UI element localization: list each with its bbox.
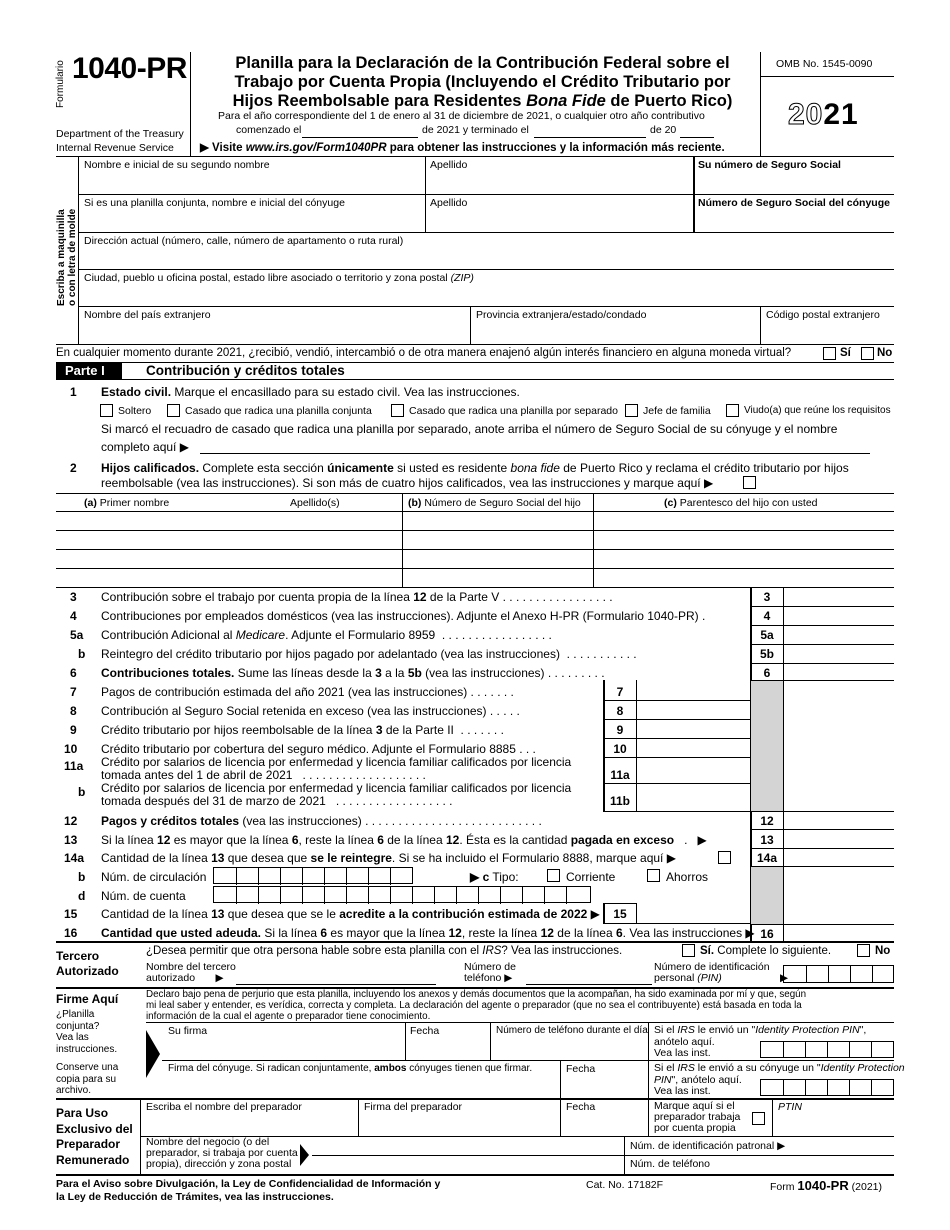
designee-name-label: Nombre del tercero autorizado ▶ [146, 961, 236, 984]
line2-number: 2 [70, 461, 77, 475]
line15-box[interactable]: 15 [613, 907, 627, 921]
daytime-phone-field[interactable]: Número de teléfono durante el día [496, 1025, 648, 1036]
line3-box[interactable]: 3 [763, 590, 771, 604]
line8-number: 8 [70, 704, 77, 718]
first-name-field[interactable]: Nombre e inicial de su segundo nombre [84, 159, 270, 171]
line5b-number: b [78, 647, 86, 661]
third-party-yes-label: Sí. Complete lo siguiente. [700, 945, 832, 957]
line4-text: Contribuciones por empleados domésticos (vea las instrucciones). Adjunte el Anexo H-PR (Formulario 1040-PR) . [101, 609, 706, 623]
footer-form-id: Form 1040-PR (2021) [770, 1178, 883, 1193]
line14a-number: 14a [64, 851, 85, 865]
line10-text: Crédito tributario por cobertura del seguro médico. Adjunte el Formulario 8885 . . . [101, 742, 536, 756]
crypto-no-checkbox[interactable] [861, 347, 874, 360]
privacy-notice: Para el Aviso sobre Divulgación, la Ley de Confidencialidad de Información y la Ley de Reducción de Trámites, vea las instrucciones. [56, 1178, 441, 1203]
city-field[interactable]: Ciudad, pueblo u oficina postal, estado libre asociado o territorio y zona postal (ZIP) [84, 272, 474, 284]
line5a-text: Contribución Adicional al Medicare. Adjunte el Formulario 8959 . . . . . . . . . . . . . . . . . [101, 628, 552, 642]
tax-year: 2021 [788, 98, 859, 131]
col-b-header: (b) Número de Seguro Social del hijo [408, 497, 581, 509]
last-name-field[interactable]: Apellido [430, 159, 468, 171]
period-mid-label: de 2021 y terminado el [422, 124, 529, 136]
line7-text: Pagos de contribución estimada del año 2021 (vea las instrucciones) . . . . . . . [101, 685, 514, 699]
line2-text2: reembolsable (vea las instrucciones). Si son más de cuatro hijos calificados, vea las instrucciones y marque aquí ▶ [101, 476, 714, 490]
irs-name: Internal Revenue Service [56, 142, 174, 154]
form8888-checkbox[interactable] [718, 851, 731, 864]
form-title: Planilla para la Declaración de la Contribución Federal sobre el Trabajo por Cuenta Propia (Incluyendo el Crédito Tributario por Hijos Reembolsable para Residentes Bona Fide de Puerto Rico) [232, 54, 733, 110]
line14b-number: b [78, 870, 86, 884]
line12-text: Pagos y créditos totales (vea las instrucciones) . . . . . . . . . . . . . . . . . . . . . . . . . . . [101, 814, 542, 828]
more-children-checkbox[interactable] [743, 476, 756, 489]
preparer-name-field[interactable]: Escriba el nombre del preparador [146, 1101, 302, 1113]
spouse-date-field[interactable]: Fecha [566, 1063, 596, 1075]
third-party-no-checkbox[interactable] [857, 944, 870, 957]
line1-text: Estado civil. Marque el encasillado para su estado civil. Vea las instrucciones. [101, 385, 520, 399]
your-signature-field[interactable]: Su firma [168, 1025, 208, 1037]
cat-number: Cat. No. 17182F [586, 1179, 664, 1191]
line13-text: Si la línea 12 es mayor que la línea 6, reste la línea 6 de la línea 12. Ésta es la cantidad pagada en exceso . ▶ [101, 833, 707, 847]
status-widow-label: Viudo(a) que reúne los requisitos [744, 405, 891, 416]
sign-arrow-icon [146, 1022, 162, 1086]
ssn-field[interactable]: Su número de Seguro Social [698, 159, 841, 171]
line6-number: 6 [70, 666, 77, 680]
preparer-title: Para Uso Exclusivo del Preparador Remunerado [56, 1106, 133, 1167]
status-joint-label: Casado que radica una planilla conjunta [185, 405, 372, 417]
line1-number: 1 [70, 385, 77, 399]
checking-label: Corriente [566, 870, 616, 884]
line13-number: 13 [64, 833, 78, 847]
crypto-no-label: No [877, 347, 893, 359]
sign-here-title: Firme Aquí [56, 992, 119, 1006]
firm-name-input[interactable] [312, 1155, 624, 1156]
sign-date-field[interactable]: Fecha [410, 1025, 440, 1037]
line11b-number: b [78, 785, 86, 799]
line11a-text: Crédito por salarios de licencia por enfermedad y licencia familiar calificados por licencia tomada antes del 1 de abril de 2021 . . . . . . . . . . . . . . . . . . . [101, 755, 572, 782]
line10-number: 10 [64, 742, 78, 756]
province-field[interactable]: Provincia extranjera/estado/condado [476, 309, 647, 321]
col-a2-header: Apellido(s) [290, 497, 340, 509]
crypto-yes-checkbox[interactable] [823, 347, 836, 360]
ippin-label: Si el IRS le envió un "Identity Protection PIN", anótelo aquí. Vea las inst. [654, 1024, 867, 1059]
firm-phone-field[interactable]: Núm. de teléfono [630, 1158, 710, 1170]
line5b-box[interactable]: 5b [759, 647, 774, 661]
line4-box[interactable]: 4 [763, 609, 771, 623]
firm-arrow-icon [300, 1140, 312, 1170]
spouse-ippin-label: Si el IRS le envió a su cónyuge un "Identity Protection PIN", anótelo aquí. Vea las inst. [654, 1062, 905, 1097]
designee-pin-input[interactable] [783, 965, 894, 983]
line14a-text: Cantidad de la línea 13 que desea que se le reintegre. Si se ha incluido el Formulario 8888, marque aquí ▶ [101, 851, 676, 865]
col-c-header: (c) Parentesco del hijo con usted [664, 497, 818, 509]
col-a-header: (a) Primer nombre [84, 497, 170, 509]
visit-line: ▶ Visite www.irs.gov/Form1040PR para obtener las instrucciones y la información más reciente. [200, 142, 725, 154]
preparer-signature-field[interactable]: Firma del preparador [364, 1101, 463, 1113]
spouse-last-name-field[interactable]: Apellido [430, 197, 468, 209]
line12-box[interactable]: 12 [760, 814, 774, 828]
form-number: 1040-PR [72, 52, 187, 85]
part1-tag: Parte I [56, 363, 122, 379]
sign-side-note: ¿Planilla conjunta? Vea las instrucciones. [56, 1009, 118, 1055]
line9-number: 9 [70, 723, 77, 737]
ptin-field[interactable]: PTIN [778, 1101, 802, 1113]
period-line: Para el año correspondiente del 1 de enero al 31 de diciembre de 2021, o cualquier otro año contributivo [218, 110, 705, 122]
routing-number-input[interactable] [213, 867, 413, 884]
line6-box[interactable]: 6 [763, 666, 771, 680]
status-single-checkbox[interactable] [100, 404, 113, 417]
line11b-text: Crédito por salarios de licencia por enfermedad y licencia familiar calificados por licencia tomada después del 31 de marzo de 2021 . . . . . . . . . . . . . . . . . . [101, 781, 572, 808]
line7-number: 7 [70, 685, 77, 699]
designee-phone-input[interactable] [526, 984, 652, 985]
line8-box[interactable]: 8 [616, 704, 624, 718]
savings-checkbox[interactable] [647, 869, 660, 882]
side-label: Escriba a maquinilla o con letra de molde [56, 208, 78, 306]
declaration-text: Declaro bajo pena de perjurio que esta planilla, incluyendo los anexos y demás documentos que la acompañan, ha sido examinada por mí y que, según mi leal saber y entender, es verídica, correcta y completa. La declaración del agente o preparador (que no sea el contribuyente) está basada en toda la información de la cual el agente o preparador tiene conocimiento. [146, 989, 807, 1022]
crypto-yes-label: Sí [840, 347, 851, 359]
country-field[interactable]: Nombre del país extranjero [84, 309, 211, 321]
status-head-checkbox[interactable] [625, 404, 638, 417]
account-type-label: ▶ c Tipo: [470, 870, 519, 884]
line5b-text: Reintegro del crédito tributario por hijos pagado por adelantado (vea las instrucciones) . . . . . . . . . . . [101, 647, 637, 661]
third-party-no-label: No [875, 945, 891, 957]
line2-text: Hijos calificados. Complete esta sección únicamente si usted es residente bona fide de Puerto Rico y reclama el crédito tributario por hijos [101, 461, 849, 475]
line13-box[interactable]: 13 [760, 833, 774, 847]
routing-label: Núm. de circulación [101, 870, 207, 884]
postal-field[interactable]: Código postal extranjero [766, 309, 880, 321]
line1-note2: completo aquí ▶ [101, 440, 189, 454]
line14a-box[interactable]: 14a [756, 851, 778, 865]
firm-name-label: Nombre del negocio (o del preparador, si trabaja por cuenta propia), dirección y zona postal [146, 1136, 298, 1170]
line1-note: Si marcó el recuadro de casado que radica una planilla por separado, anote arriba el número de Seguro Social de su cónyuge y el nombre [101, 422, 838, 436]
line15-number: 15 [64, 907, 78, 921]
savings-label: Ahorros [666, 870, 709, 884]
ippin-input[interactable] [760, 1041, 894, 1058]
line4-number: 4 [70, 609, 77, 623]
line14d-number: d [78, 889, 86, 903]
formulario-label: Formulario [55, 60, 66, 108]
virtual-currency-question: En cualquier momento durante 2021, ¿recibió, vendió, intercambió o de otra manera enajenó algún interés financiero en alguna moneda virtual? [56, 347, 792, 359]
line12-number: 12 [64, 814, 78, 828]
omb-number: OMB No. 1545-0090 [776, 58, 873, 70]
line16-number: 16 [64, 926, 78, 940]
period-end-label: de 20 [650, 124, 677, 136]
line11a-box[interactable]: 11a [610, 768, 630, 782]
spouse-signature-field[interactable]: Firma del cónyuge. Si radican conjuntamente, ambos cónyuges tienen que firmar. [168, 1063, 533, 1074]
status-separate-label: Casado que radica una planilla por separado [409, 405, 618, 417]
period-start-label: comenzado el [236, 124, 302, 136]
spouse-ssn-field[interactable]: Número de Seguro Social del cónyuge [698, 197, 890, 209]
spouse-name-line[interactable] [200, 453, 870, 454]
account-label: Núm. de cuenta [101, 889, 186, 903]
line16-box[interactable]: 16 [760, 927, 774, 941]
line3-number: 3 [70, 590, 77, 604]
line11a-number: 11a [64, 759, 84, 773]
address-field[interactable]: Dirección actual (número, calle, número de apartamento o ruta rural) [84, 235, 404, 247]
line9-text: Crédito tributario por hijos reembolsable de la línea 3 de la Parte II . . . . . . . [101, 723, 504, 737]
sign-copy-note: Conserve una copia para su archivo. [56, 1062, 119, 1096]
spouse-ippin-input[interactable] [760, 1079, 894, 1096]
line5a-box[interactable]: 5a [760, 628, 774, 642]
line8-text: Contribución al Seguro Social retenida en exceso (vea las instrucciones) . . . . . [101, 704, 520, 718]
status-widow-checkbox[interactable] [726, 404, 739, 417]
designee-name-input[interactable] [236, 984, 436, 985]
self-employed-label: Marque aquí si el preparador trabaja por cuenta propia [654, 1100, 741, 1134]
third-party-title: Tercero Autorizado [56, 949, 119, 978]
line11b-box[interactable]: 11b [609, 794, 630, 808]
preparer-date-field[interactable]: Fecha [566, 1101, 596, 1113]
dept-treasury: Department of the Treasury [56, 128, 184, 140]
line6-text: Contribuciones totales. Sume las líneas desde la 3 a la 5b (vea las instrucciones) . . . . . . . . . [101, 666, 605, 680]
status-single-label: Soltero [118, 405, 152, 417]
line9-box[interactable]: 9 [616, 723, 624, 737]
checking-checkbox[interactable] [547, 869, 560, 882]
self-employed-checkbox[interactable] [752, 1112, 765, 1125]
designee-phone-label: Número de teléfono ▶ [464, 961, 516, 984]
firm-ein-field[interactable]: Núm. de identificación patronal ▶ [630, 1140, 786, 1152]
designee-pin-label: Número de identificación personal (PIN) ▶ [654, 961, 789, 984]
line7-box[interactable]: 7 [616, 685, 624, 699]
line10-box[interactable]: 10 [613, 742, 627, 756]
status-joint-checkbox[interactable] [167, 404, 180, 417]
line15-text: Cantidad de la línea 13 que desea que se le acredite a la contribución estimada de 2022 ▶ [101, 907, 600, 921]
third-party-yes-checkbox[interactable] [682, 944, 695, 957]
third-party-question: ¿Desea permitir que otra persona hable sobre esta planilla con el IRS? Vea las instrucciones. [146, 945, 623, 957]
line5a-number: 5a [70, 628, 84, 642]
spouse-name-field[interactable]: Si es una planilla conjunta, nombre e inicial del cónyuge [84, 197, 345, 209]
line16-text: Cantidad que usted adeuda. Si la línea 6 es mayor que la línea 12, reste la línea 12 de la línea 6. Vea las instrucciones ▶ [101, 926, 755, 940]
status-separate-checkbox[interactable] [391, 404, 404, 417]
status-head-label: Jefe de familia [643, 405, 711, 417]
part1-title: Contribución y créditos totales [146, 363, 345, 378]
account-number-input[interactable] [213, 886, 591, 903]
line3-text: Contribución sobre el trabajo por cuenta propia de la línea 12 de la Parte V . . . . . . . . . . . . . . . . . [101, 590, 613, 604]
